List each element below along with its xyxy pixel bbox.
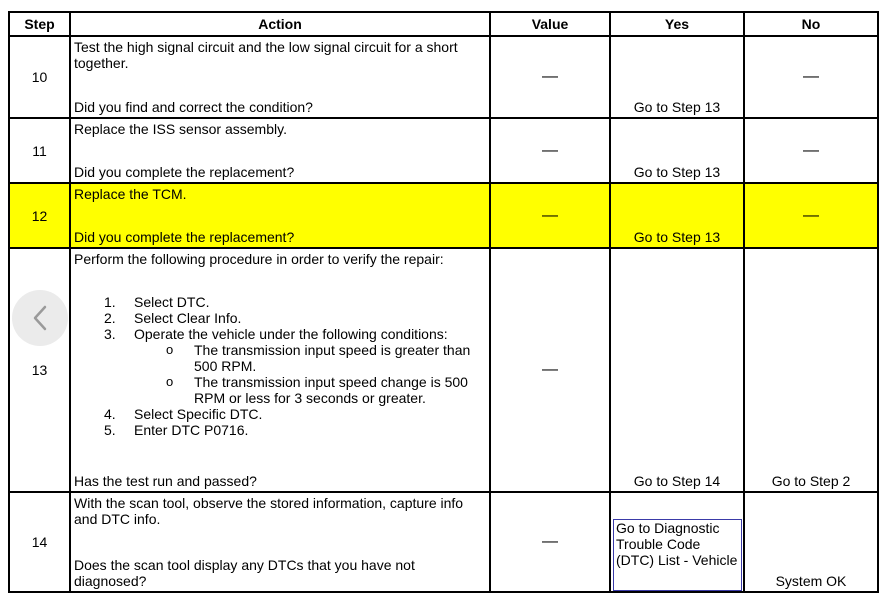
step-number: 14 bbox=[9, 492, 70, 592]
header-yes: Yes bbox=[610, 12, 744, 36]
table-row-step-13 bbox=[9, 248, 878, 492]
header-step: Step bbox=[9, 12, 70, 36]
value-cell: — bbox=[490, 183, 610, 248]
procedure-intro: Perform the following procedure in order to verify the repair: bbox=[74, 251, 444, 267]
list-item: 5. Enter DTC P0716. bbox=[104, 422, 249, 438]
no-link[interactable]: Go to Step 2 bbox=[771, 473, 851, 489]
action-instruction: Replace the ISS sensor assembly. bbox=[74, 121, 287, 137]
yes-cell bbox=[610, 492, 744, 592]
value-cell: — bbox=[490, 118, 610, 183]
action-cell bbox=[70, 492, 490, 592]
action-instruction: With the scan tool, observe the stored information, capture info and DTC info. bbox=[74, 495, 464, 527]
no-cell bbox=[744, 492, 878, 592]
action-question: Does the scan tool display any DTCs that you have not diagnosed? bbox=[74, 557, 415, 589]
yes-cell bbox=[610, 248, 744, 492]
yes-cell bbox=[610, 118, 744, 183]
action-question: Did you complete the replacement? bbox=[74, 229, 295, 245]
step-number: 12 bbox=[9, 183, 70, 248]
yes-link[interactable]: Go to Step 13 bbox=[633, 164, 721, 180]
value-cell: — bbox=[490, 248, 610, 492]
step-number: 13 bbox=[9, 248, 70, 492]
circle-bullet-icon: o bbox=[166, 342, 174, 357]
action-cell bbox=[70, 183, 490, 248]
no-value: — bbox=[803, 206, 819, 224]
yes-cell bbox=[610, 183, 744, 248]
action-question: Did you find and correct the condition? bbox=[74, 99, 313, 115]
action-cell bbox=[70, 36, 490, 118]
no-cell bbox=[744, 183, 878, 248]
list-item: 3. Operate the vehicle under the following conditions: o The transmission input speed is greater than 500 RPM. o The transmission input speed change is 500 RPM or less for 3 seconds or greater. bbox=[74, 326, 486, 406]
action-question: Has the test run and passed? bbox=[74, 473, 257, 489]
header-value: Value bbox=[490, 12, 610, 36]
table-row-step-10 bbox=[9, 36, 878, 118]
back-button[interactable] bbox=[12, 290, 68, 346]
yes-link[interactable]: Go to Step 13 bbox=[633, 99, 721, 115]
action-instruction bbox=[74, 251, 486, 438]
no-cell bbox=[744, 248, 878, 492]
no-result: System OK bbox=[775, 573, 847, 589]
value-cell: — bbox=[490, 36, 610, 118]
no-cell bbox=[744, 118, 878, 183]
action-question: Did you complete the replacement? bbox=[74, 164, 295, 180]
action-instruction: Test the high signal circuit and the low signal circuit for a short together. bbox=[74, 39, 458, 71]
yes-cell bbox=[610, 36, 744, 118]
header-no: No bbox=[744, 12, 878, 36]
yes-link[interactable]: Go to Step 13 bbox=[633, 229, 721, 245]
list-item: 1. Select DTC. bbox=[104, 294, 210, 310]
header-row bbox=[9, 12, 878, 36]
no-value: — bbox=[803, 141, 819, 159]
conditions-list bbox=[134, 342, 486, 406]
value-cell: — bbox=[490, 492, 610, 592]
action-instruction: Replace the TCM. bbox=[74, 186, 187, 202]
diagnostic-table bbox=[8, 11, 879, 593]
circle-bullet-icon: o bbox=[166, 374, 174, 389]
list-item: 2. Select Clear Info. bbox=[104, 310, 242, 326]
list-item: 4. Select Specific DTC. bbox=[104, 406, 263, 422]
step-number: 11 bbox=[9, 118, 70, 183]
yes-link[interactable]: Go to Step 14 bbox=[633, 473, 721, 489]
header-action: Action bbox=[70, 12, 490, 36]
dtc-list-link[interactable]: Go to Diagnostic Trouble Code (DTC) List - Vehicle bbox=[613, 519, 742, 591]
no-cell bbox=[744, 36, 878, 118]
table-row-step-11 bbox=[9, 118, 878, 183]
list-item: o The transmission input speed change is 500 RPM or less for 3 seconds or greater. bbox=[166, 374, 468, 406]
chevron-left-icon bbox=[30, 304, 50, 332]
step-number: 10 bbox=[9, 36, 70, 118]
list-item: o The transmission input speed is greater than 500 RPM. bbox=[166, 342, 471, 374]
table-row-step-12 bbox=[9, 183, 878, 248]
table-row-step-14 bbox=[9, 492, 878, 592]
action-cell bbox=[70, 118, 490, 183]
procedure-list bbox=[74, 294, 486, 438]
no-value: — bbox=[803, 68, 819, 85]
action-cell bbox=[70, 248, 490, 492]
